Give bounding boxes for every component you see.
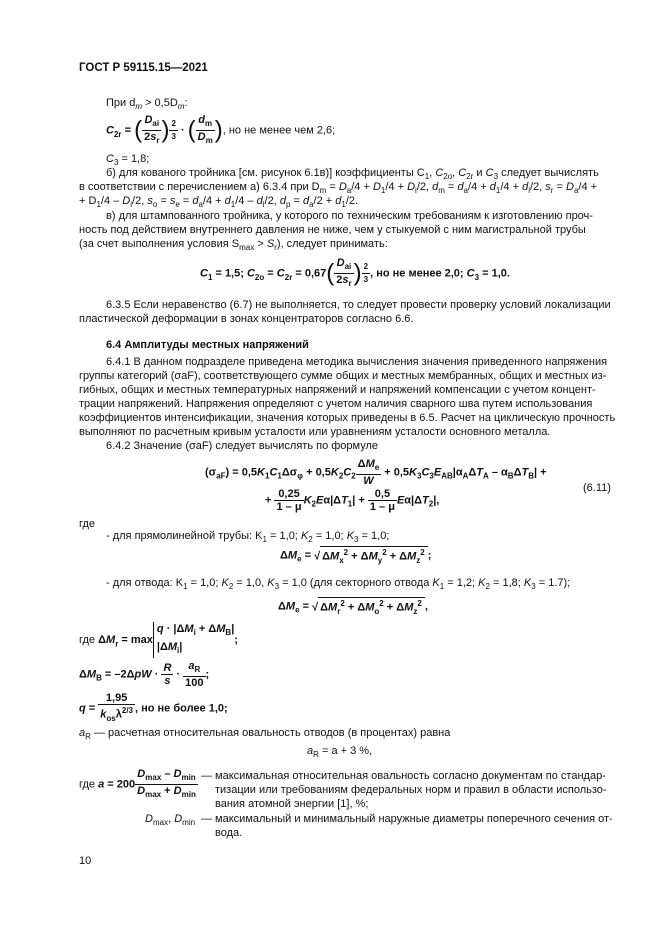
dmax-def-2: вода. — [215, 827, 243, 839]
formula-6-11-line1: $(\sigma_{aF}) = 0,5K_1C_1\Delta\sigma_\varphi + 0,5K_2C_2$ $\frac{\Delta M_e}{W}$ + $0,5K_3C_3E_{AB}|\alpha_A\Delta T_A - \alpha_B\Delta T_B|$ + — [205, 458, 547, 488]
ar-definition: $a_R$ — расчетная относительная овальность отводов (в процентах) равна — [79, 727, 451, 742]
para-641-a: 6.4.1 В данном подразделе приведена методика вычисления значения приведенного напряжения — [106, 356, 608, 368]
ovality-def-1: — максимальная относительная овальность согласно документам по стандар- — [201, 770, 606, 782]
dmax-dmin-label: $D_{max}$, $D_{min}$ — [145, 813, 196, 828]
straight-pipe-line: - для прямолинейной трубы: $K_1 = 1,0$; $K_2 = 1,0$; $K_3 = 1,0$; — [106, 530, 390, 545]
ovality-def-2: тизации или требованиям федеральных норм и правил в области использо- — [215, 784, 607, 796]
para-641-c: гибных, общих и местных температурных напряжений и напряжений компенсации с учетом концент- — [79, 384, 596, 396]
para-641-e: коэффициентов интенсификации, значения которых приведены в 6.5. Расчет на циклическую прочность — [79, 412, 616, 424]
formula-6-11-line2: + $\frac{0,25}{1 - \mu}$ $K_2E\alpha|\Delta T_1|$ + $\frac{0,5}{1 - \mu}$ $E\alpha|\Delta T_2|$, — [265, 488, 440, 513]
para-b-line1: б) для кованого тройника [см. рисунок 6.1в)] коэффициенты $C_1$, $C_{2o}$, $C_{2r}$ и $C_3$ следует вычислять — [106, 167, 599, 182]
equation-number: (6.11) — [583, 482, 611, 494]
formula-q: q = $\frac{1,95}{k_{os}\lambda^{2/3}}$ , но не более 1,0; — [79, 692, 228, 723]
formula-c1-c2: $C_1 = 1,5$; $C_{2o} = C_{2r} = 0,67$( $\frac{D_{ai}}{2s_r}$ ) $\frac{2}{3}$ , но не менее 2,0; $C_3 = 1,0$. — [200, 257, 510, 289]
section-heading-64: 6.4 Амплитуды местных напряжений — [106, 339, 309, 351]
para-641-d: трации напряжений. Напряжения определяют с учетом наличия сварного шва путем использования — [79, 398, 593, 410]
para-v-line2: ность под действием внутреннего давления не ниже, чем у стыкуемой с ним магистральной трубы — [79, 224, 586, 236]
ar-equation: $a_R = a + 3$ %, — [307, 745, 373, 760]
doc-header: ГОСТ Р 59115.15—2021 — [79, 62, 208, 74]
condition-dm: При $d_m > 0,5D_m$: — [106, 97, 188, 112]
para-635-line1: 6.3.5 Если неравенство (6.7) не выполняется, то следует провести проверку условий локализации — [106, 299, 611, 311]
formula-delta-mr: где $\Delta M_r = \max$ $q \cdot |\Delta M_i + \Delta M_B|$ $|\Delta M_i|$ ; — [79, 622, 238, 658]
page-number: 10 — [79, 855, 92, 867]
para-b-line2: в соответствии с перечислением а) 6.3.4 при $D_m = D_a/4 + D_1/4 + D_i/2$, $d_m = d_a/4 + d_1/4 + d_i/2$, $s_r = D_a/4$ + — [79, 181, 598, 196]
para-v-line1: в) для штампованного тройника, у которого по техническим требованиям к изготовлению проч- — [106, 210, 593, 222]
formula-c2r: $C_{2r}$ = ( $\frac{D_{ai}}{2s_r}$ ) $\frac{2}{3}$ · ( $\frac{d_m}{D_m}$ ), но не менее чем 2,6; — [106, 114, 336, 146]
ovality-def-3: вания атомной энергии [1], %; — [215, 798, 369, 810]
para-641-f: выполняют по расчетным кривым усталости или уравнениям усталости основного металла. — [79, 426, 551, 438]
para-635-line2: пластической деформации в зонах концентраторов согласно 6.6. — [79, 313, 414, 325]
para-641-b: группы категорий (σaF), соответствующего сумме общих и местных мембранных, общих и местных из- — [79, 370, 607, 382]
para-b-line3: + $D_1/4 - D_i/2$, $s_o = s_e = d_a/4 + d_1/4 - d_i/2$, $d_p = d_a/2 + d_1/2$. — [79, 195, 359, 210]
para-v-line3: (за счет выполнения условия $S_{max} > S_r$), следует принимать: — [79, 238, 388, 253]
formula-delta-mb: $\Delta M_B = -2\Delta pW$ · $\frac{R}{s}$ · $\frac{a_R}{100}$ ; — [79, 660, 210, 690]
dmax-def-1: — максимальный и минимальный наружные диаметры поперечного сечения от- — [201, 813, 613, 825]
formula-delta-me-2: $\Delta M_e$ = √ $\Delta M_r^2 + \Delta M_o^2 + \Delta M_z^2$ , — [278, 599, 428, 616]
c3-value: $C_3 = 1,8$; — [106, 153, 150, 168]
formula-delta-me-1: $\Delta M_e$ = √ $\Delta M_x^2 + \Delta M_y^2 + \Delta M_z^2$ ; — [280, 548, 432, 565]
bend-line: - для отвода: $K_1 = 1,0$; $K_2 = 1,0$, $K_3 = 1,0$ (для секторного отвода $K_1 = 1,2$; $K_2 = 1,8$; $K_3 = 1.7$); — [106, 577, 571, 592]
where-label-1: где — [79, 518, 96, 530]
formula-ovality: где a = 200 $\frac{D_{max} - D_{min}}{D_{max} + D_{min}}$ — [79, 768, 196, 800]
para-642: 6.4.2 Значение (σaF) следует вычислять по формуле — [106, 440, 379, 452]
